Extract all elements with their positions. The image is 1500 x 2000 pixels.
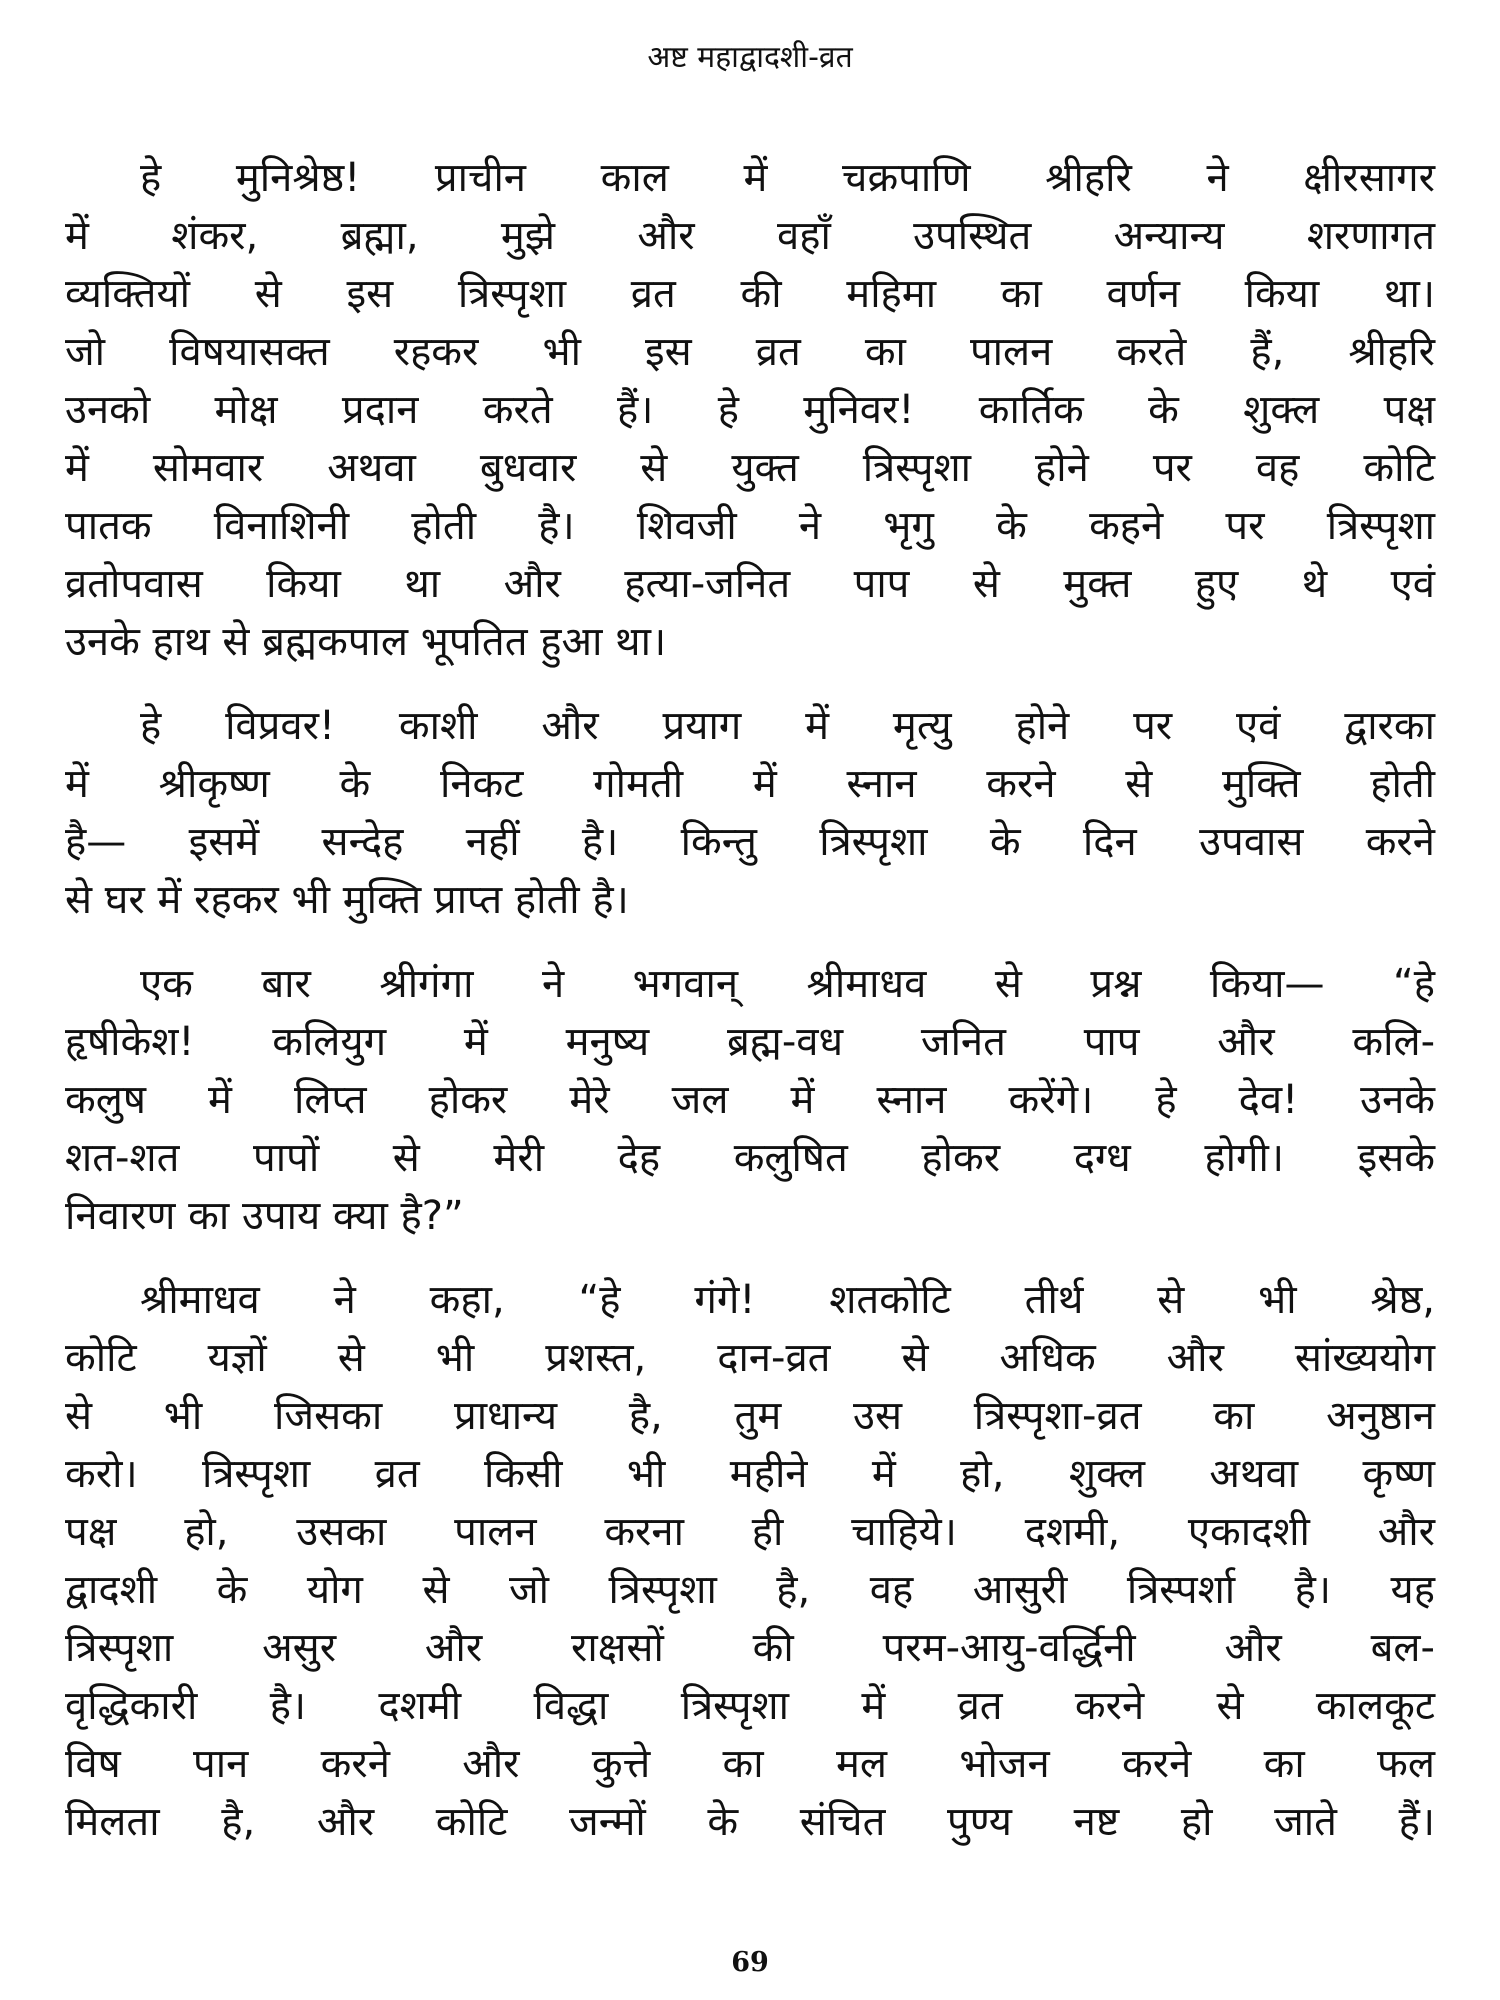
text-line: मिलता है, और कोटि जन्मों के संचित पुण्य नष्ट हो जाते हैं। bbox=[65, 1799, 1435, 1845]
page-number: 69 bbox=[731, 1947, 769, 1978]
text-line: एक बार श्रीगंगा ने भगवान् श्रीमाधव से प्रश्न किया— “हे bbox=[140, 961, 1435, 1007]
text-line: हे मुनिश्रेष्ठ! प्राचीन काल में चक्रपाणि श्रीहरि ने क्षीरसागर bbox=[140, 155, 1435, 201]
text-line: जो विषयासक्त रहकर भी इस व्रत का पालन करते हैं, श्रीहरि bbox=[65, 329, 1435, 375]
text-line: करो। त्रिस्पृशा व्रत किसी भी महीने में हो, शुक्ल अथवा कृष्ण bbox=[65, 1451, 1435, 1497]
text-line: उनके हाथ से ब्रह्मकपाल भूपतित हुआ था। bbox=[65, 619, 667, 665]
text-line: द्वादशी के योग से जो त्रिस्पृशा है, वह आसुरी त्रिस्पर्शा है। यह bbox=[65, 1567, 1435, 1613]
text-line: में सोमवार अथवा बुधवार से युक्त त्रिस्पृशा होने पर वह कोटि bbox=[65, 445, 1435, 491]
text-line: निवारण का उपाय क्या है?” bbox=[65, 1193, 464, 1239]
text-line: में श्रीकृष्ण के निकट गोमती में स्नान करने से मुक्ति होती bbox=[65, 761, 1435, 807]
text-line: वृद्धिकारी है। दशमी विद्धा त्रिस्पृशा में व्रत करने से कालकूट bbox=[65, 1683, 1435, 1729]
text-line: हृषीकेश! कलियुग में मनुष्य ब्रह्म-वध जनित पाप और कलि- bbox=[65, 1019, 1435, 1065]
text-line: उनको मोक्ष प्रदान करते हैं। हे मुनिवर! कार्तिक के शुक्ल पक्ष bbox=[65, 387, 1435, 433]
text-line: विष पान करने और कुत्ते का मल भोजन करने का फल bbox=[65, 1741, 1435, 1787]
running-head-title: अष्ट महाद्वादशी-व्रत bbox=[647, 40, 853, 75]
text-line: पक्ष हो, उसका पालन करना ही चाहिये। दशमी, एकादशी और bbox=[65, 1509, 1435, 1555]
text-line: पातक विनाशिनी होती है। शिवजी ने भृगु के कहने पर त्रिस्पृशा bbox=[65, 503, 1435, 549]
text-line: से घर में रहकर भी मुक्ति प्राप्त होती है। bbox=[65, 877, 629, 923]
text-line: व्रतोपवास किया था और हत्या-जनित पाप से मुक्त हुए थे एवं bbox=[65, 561, 1435, 607]
text-line: त्रिस्पृशा असुर और राक्षसों की परम-आयु-वर्द्धिनी और बल- bbox=[65, 1625, 1435, 1671]
text-line: में शंकर, ब्रह्मा, मुझे और वहाँ उपस्थित अन्यान्य शरणागत bbox=[65, 213, 1435, 259]
text-line: श्रीमाधव ने कहा, “हे गंगे! शतकोटि तीर्थ से भी श्रेष्ठ, bbox=[140, 1277, 1435, 1323]
text-line: हे विप्रवर! काशी और प्रयाग में मृत्यु होने पर एवं द्वारका bbox=[140, 703, 1435, 749]
text-line: कलुष में लिप्त होकर मेरे जल में स्नान करेंगे। हे देव! उनके bbox=[65, 1077, 1435, 1123]
text-line: से भी जिसका प्राधान्य है, तुम उस त्रिस्पृशा-व्रत का अनुष्ठान bbox=[65, 1393, 1435, 1439]
text-line: कोटि यज्ञों से भी प्रशस्त, दान-व्रत से अधिक और सांख्ययोग bbox=[65, 1335, 1435, 1381]
text-line: शत-शत पापों से मेरी देह कलुषित होकर दग्ध होगी। इसके bbox=[65, 1135, 1435, 1181]
text-line: व्यक्तियों से इस त्रिस्पृशा व्रत की महिमा का वर्णन किया था। bbox=[65, 271, 1435, 317]
text-line: है— इसमें सन्देह नहीं है। किन्तु त्रिस्पृशा के दिन उपवास करने bbox=[65, 819, 1435, 865]
